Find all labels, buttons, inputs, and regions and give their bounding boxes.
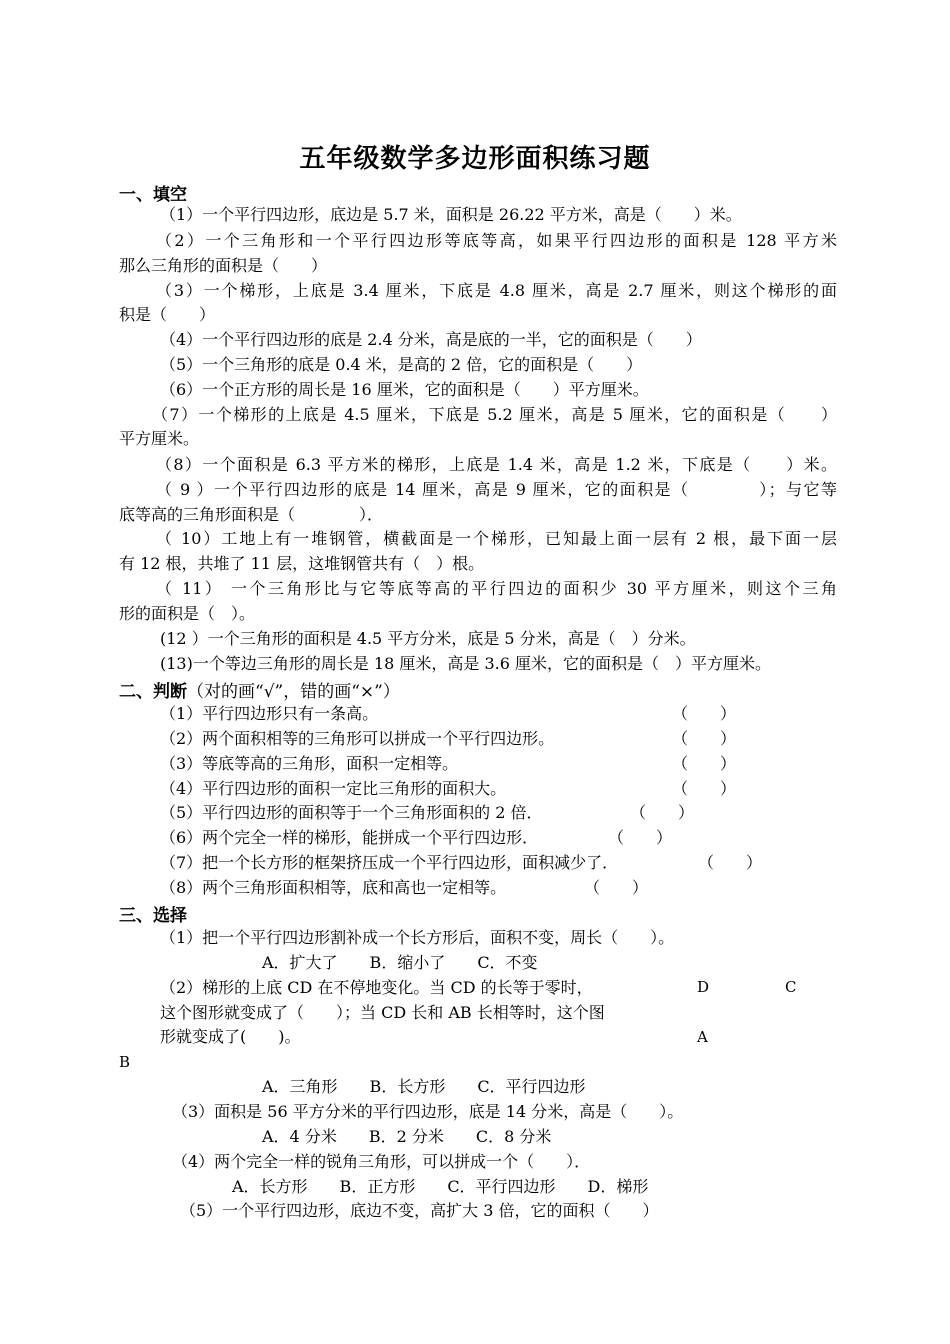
question-line: （ 11） 一个三角形比与它等底等高的平行四边的面积少 30 平方厘米，则这个三角 [156,579,837,598]
question-line: 有 12 根，共堆了 11 层，这堆钢管共有（ ）根。 [119,554,485,573]
judge-item-blank: （ ） [672,729,737,748]
judge-item-text: （1）平行四边形只有一条高。 [160,704,379,723]
question-line: （5）一个三角形的底是 0.4 米，是高的 2 倍，它的面积是（ ） [160,355,643,374]
judge-item-text: （8）两个三角形面积相等，底和高也一定相等。 [160,878,507,897]
judge-item-text: （5）平行四边形的面积等于一个三角形面积的 2 倍． [160,803,543,822]
choice-options: A．4 分米 B．2 分米 C．8 分米 [262,1127,552,1146]
judge-item-blank: （ ） [698,853,763,872]
question-line: (13)一个等边三角形的周长是 18 厘米，高是 3.6 厘米，它的面积是（ ）平方厘米。 [160,654,771,673]
question-line: （4）一个平行四边形的底是 2.4 分米，高是底的一半，它的面积是（ ） [160,330,702,349]
choice-options: A．扩大了 B．缩小了 C．不变 [262,953,538,972]
question-line: （3）一个梯形，上底是 3.4 厘米，下底是 4.8 厘米，高是 2.7 厘米，则这个梯形的面 [156,281,837,300]
question-line: 那么三角形的面积是（ ） [119,256,328,275]
question-line: （2）一个三角形和一个平行四边形等底等高，如果平行四边形的面积是 128 平方米 [156,231,837,250]
question-line: （1）一个平行四边形，底边是 5.7 米，面积是 26.22 平方米，高是（ ）米。 [160,205,742,224]
question-line: 形的面积是（ ）。 [119,604,256,623]
judge-item-text: （6）两个完全一样的梯形，能拼成一个平行四边形． [160,828,539,847]
section-judge-heading [119,677,400,702]
question-line: （6）一个正方形的周长是 16 厘米，它的面积是（ ）平方厘米。 [160,380,649,399]
choice-question: （5）一个平行四边形，底边不变，高扩大 3 倍，它的面积（ ） [180,1201,659,1220]
section-judge-note: （对的画“√”，错的画“×”） [187,682,400,702]
trapezoid-label-c: C [785,978,797,996]
question-line: （ 10）工地上有一堆钢管，横截面是一个梯形，已知最上面一层有 2 根，最下面一层 [156,529,837,548]
choice-question: （2）梯形的上底 CD 在不停地变化。当 CD 的长等于零时， [160,978,593,997]
judge-item-blank: （ ） [672,704,737,723]
judge-item-blank: （ ） [608,828,673,847]
judge-item-text: （2）两个面积相等的三角形可以拼成一个平行四边形。 [160,729,555,748]
question-line: (12 ）一个三角形的面积是 4.5 平方分米，底是 5 分米，高是（ ）分米。 [160,629,696,648]
trapezoid-label-b: B [119,1053,131,1071]
choice-question: （4）两个完全一样的锐角三角形，可以拼成一个（ ）． [172,1152,591,1171]
judge-item-text: （7）把一个长方形的框架挤压成一个平行四边形，面积减少了． [160,853,619,872]
judge-item-blank: （ ） [630,803,695,822]
judge-item-blank: （ ） [672,779,737,798]
question-line: 平方厘米。 [119,429,200,448]
section-judge-title: 二、判断 [119,682,187,702]
trapezoid-label-d: D [697,978,710,996]
judge-item-blank: （ ） [584,878,649,897]
choice-options: A．长方形 B．正方形 C．平行四边形 D．梯形 [232,1177,649,1196]
choice-question: （1）把一个平行四边形割补成一个长方形后，面积不变，周长（ ）。 [160,928,675,947]
page-title: 五年级数学多边形面积练习题 [299,144,651,174]
choice-question: 形就变成了( )。 [160,1027,301,1046]
question-line: 积是（ ） [119,305,216,324]
choice-options: A．三角形 B．长方形 C．平行四边形 [262,1077,586,1096]
question-line: （7）一个梯形的上底是 4.5 厘米，下底是 5.2 厘米，高是 5 厘米，它的面积是（ ） [152,405,837,424]
judge-item-text: （4）平行四边形的面积一定比三角形的面积大。 [160,779,507,798]
question-line: （8）一个面积是 6.3 平方米的梯形，上底是 1.4 米，高是 1.2 米，下底是（ ）米。 [156,455,837,474]
trapezoid-label-a: A [697,1028,708,1046]
section-fill-blank-heading: 一、填空 [119,185,187,205]
judge-item-blank: （ ） [672,754,737,773]
question-line: 底等高的三角形面积是（ ）． [119,505,384,524]
question-line: （ 9 ）一个平行四边形的底是 14 厘米，高是 9 厘米，它的面积是（ ）；与它等 [156,480,837,499]
choice-question: 这个图形就变成了（ ）；当 CD 长和 AB 长相等时，这个图 [160,1003,605,1022]
choice-question: （3）面积是 56 平方分米的平行四边形，底是 14 分米，高是（ ）。 [172,1102,684,1121]
section-choice-heading: 三、选择 [119,906,187,926]
judge-item-text: （3）等底等高的三角形，面积一定相等。 [160,754,459,773]
